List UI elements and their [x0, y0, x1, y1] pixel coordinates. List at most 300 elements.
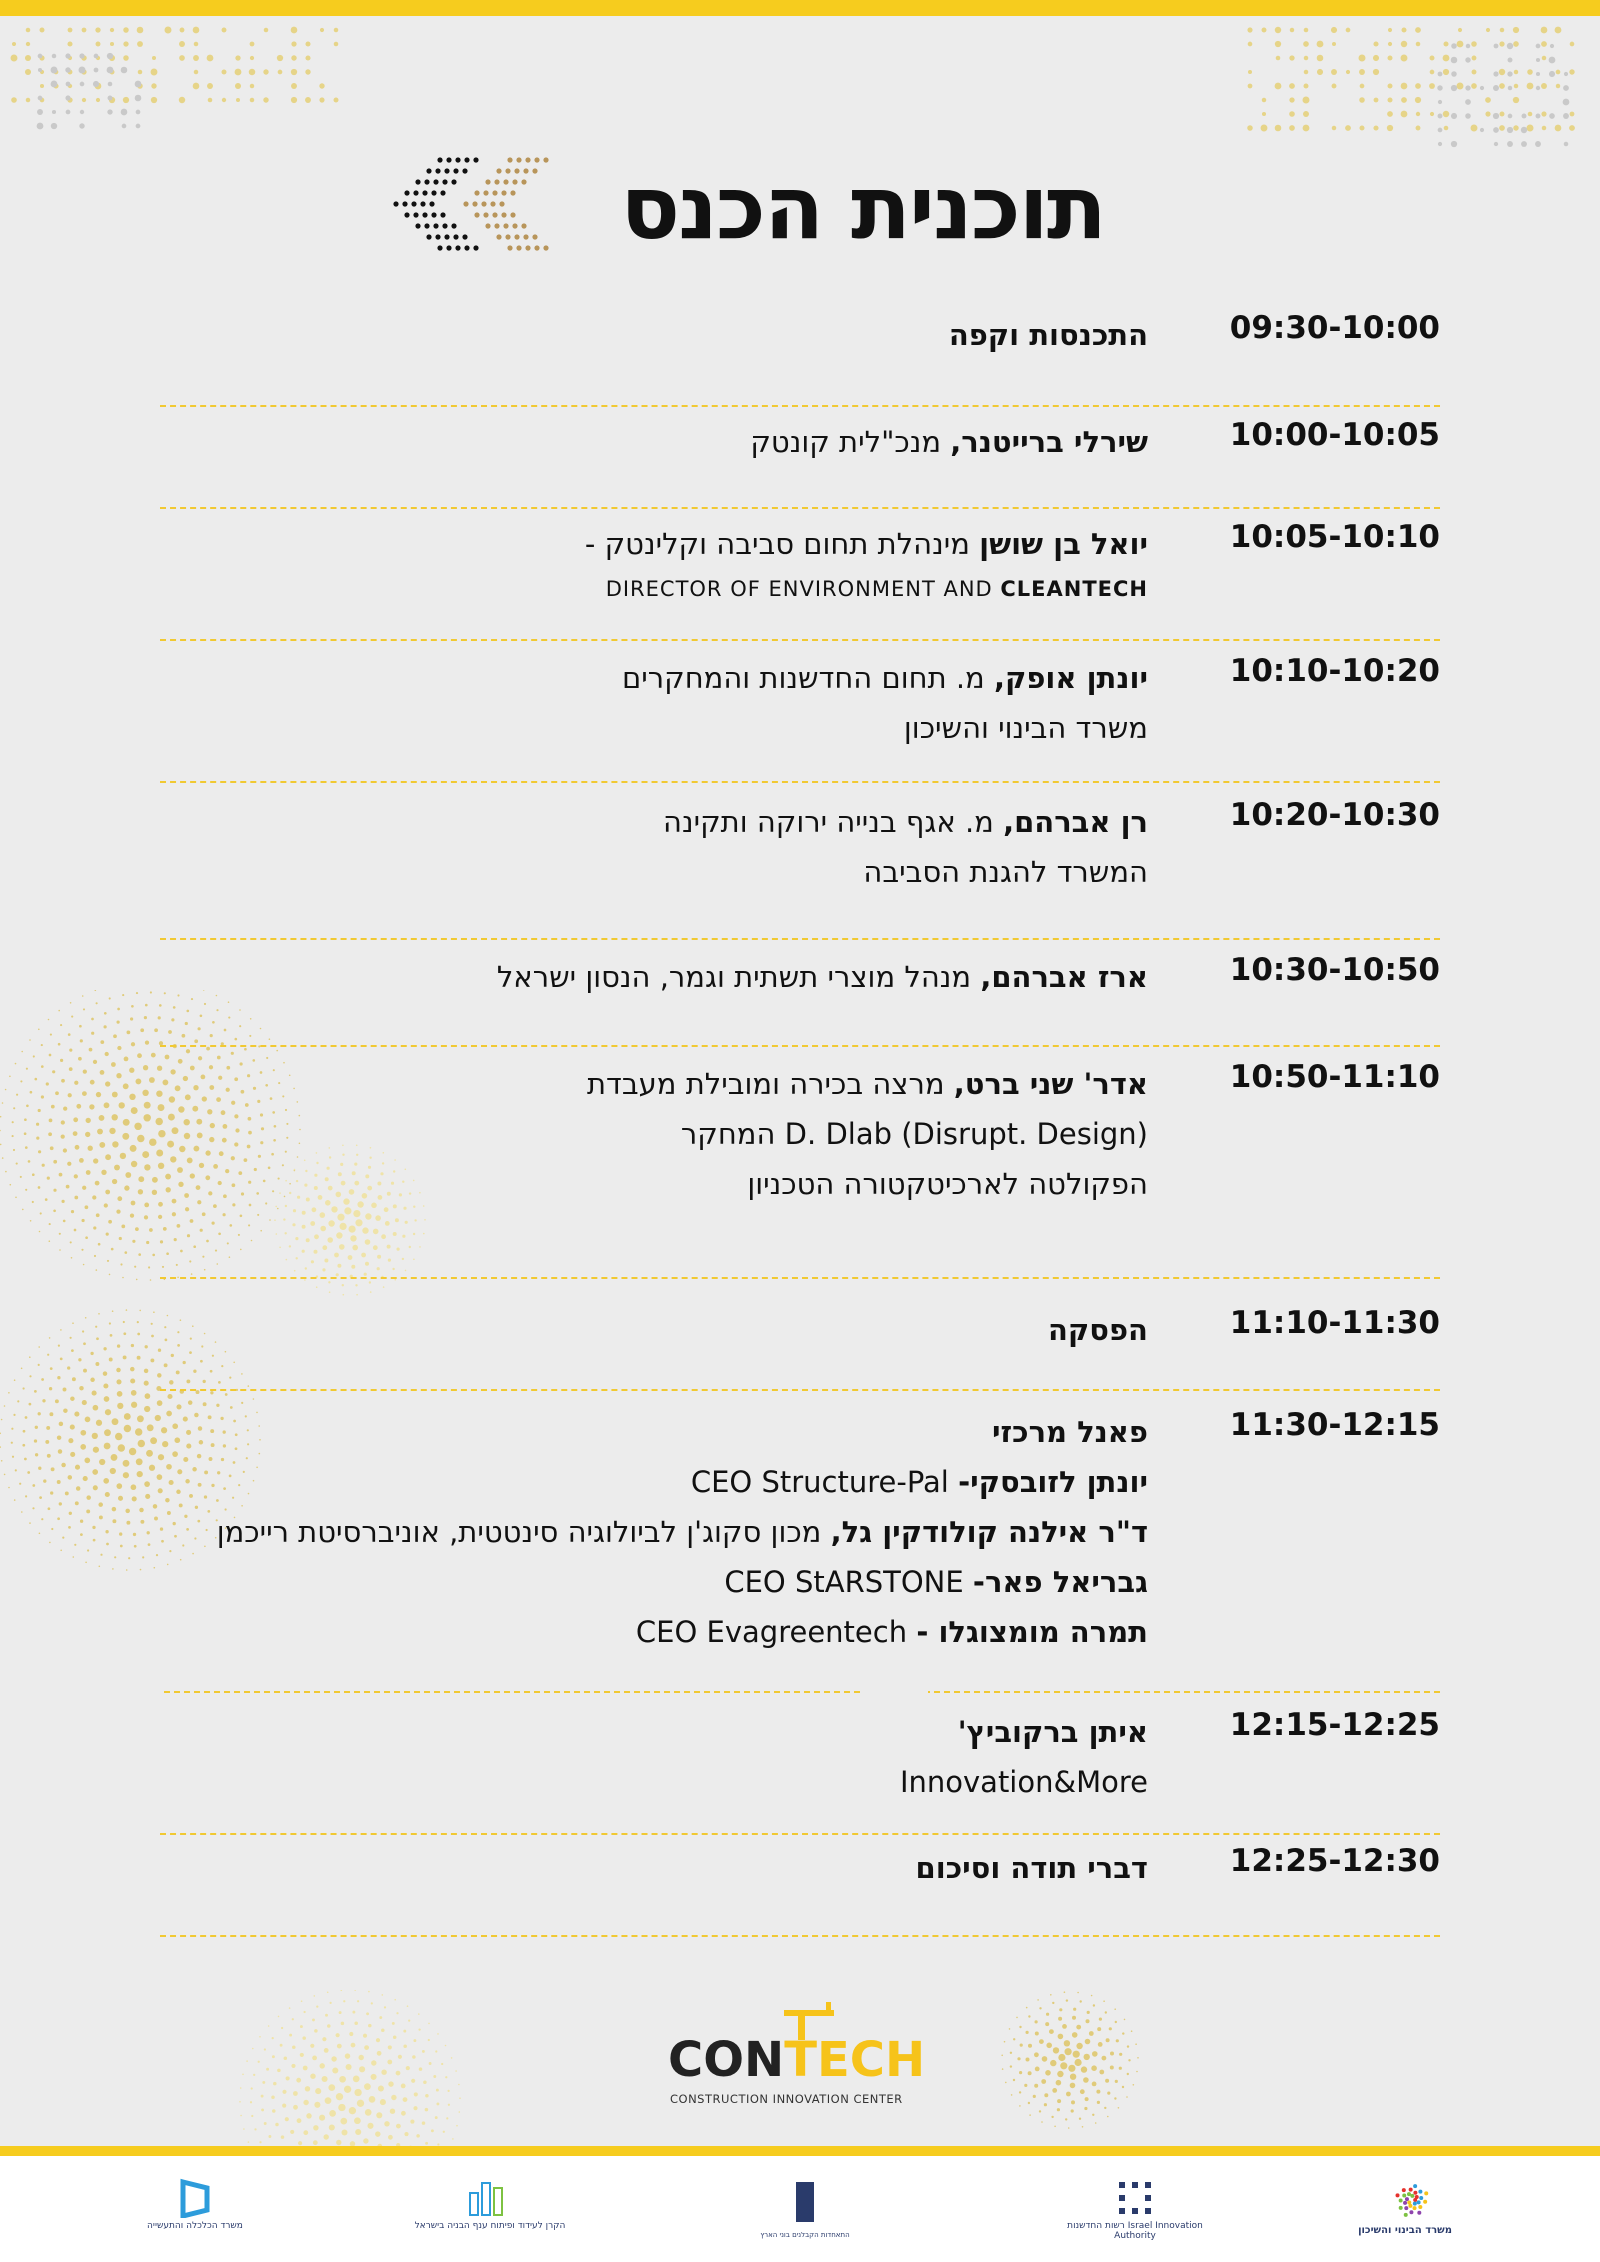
decor-dot [99, 1142, 105, 1148]
schedule-line-text: CEO StARSTONE [724, 1565, 973, 1599]
decor-dot [1066, 2092, 1071, 2097]
chevron-dot [474, 190, 479, 195]
decor-dot [1444, 126, 1449, 131]
schedule-line-bold: ארז אברהם, [980, 960, 1148, 994]
decor-dot [1304, 28, 1309, 33]
decor-dot [1041, 2121, 1043, 2123]
decor-dot [380, 2099, 386, 2105]
chevron-dot [534, 157, 539, 162]
decor-dot [46, 1426, 50, 1430]
decor-dot [90, 1378, 95, 1383]
chevron-dot [474, 212, 479, 217]
decor-dot [94, 1255, 96, 1257]
chevron-dot [426, 168, 431, 173]
decor-dot [36, 1123, 39, 1126]
decor-dot [436, 2089, 439, 2092]
decor-dot [1500, 112, 1505, 117]
decor-dot [131, 1390, 137, 1396]
schedule-line [160, 417, 1148, 467]
housing-logo-dot [1418, 2205, 1422, 2209]
decor-dot [1262, 28, 1267, 33]
decor-dot [21, 1368, 23, 1370]
decor-dot [78, 1057, 82, 1061]
decor-dot [298, 2141, 302, 2145]
decor-dot [24, 1118, 27, 1121]
decor-dot [1332, 126, 1337, 131]
decor-dot [254, 2128, 256, 2130]
schedule-line-bold: גבריאל פאר- [972, 1565, 1148, 1599]
schedule-line-text: מנהל מוצרי תשתית וגמר, הנסון ישראל [496, 960, 981, 994]
decor-dot [124, 1251, 127, 1254]
schedule-time: 12:25-12:30 [1229, 1843, 1440, 1879]
decor-dot [1332, 84, 1337, 89]
chevron-dot [453, 168, 458, 173]
decor-dot [59, 1233, 61, 1235]
decor-dot [1415, 97, 1421, 103]
decor-dot [1028, 2071, 1032, 2075]
decor-dot [32, 1507, 34, 1509]
chevron-dot [442, 223, 447, 228]
schedule-line [160, 569, 1148, 606]
decor-dot [1016, 2017, 1018, 2019]
decor-dot [1373, 55, 1379, 61]
decor-dot [113, 1034, 117, 1038]
decor-dot [1569, 125, 1575, 131]
decor-dot [43, 1479, 46, 1482]
schedule-content [160, 417, 1200, 507]
decor-dot [1080, 2000, 1082, 2002]
decor-dot [1438, 128, 1443, 133]
decor-dot [1536, 58, 1540, 62]
decor-dot [414, 2092, 418, 2096]
decor-dot [58, 1010, 60, 1012]
decor-dot [1247, 125, 1253, 131]
decor-dot [57, 1376, 60, 1379]
decor-dot [1064, 2040, 1070, 2046]
decor-dot [1083, 2077, 1089, 2083]
decor-dot [138, 1189, 143, 1194]
decor-dot [112, 1310, 114, 1312]
decor-dot [96, 98, 100, 102]
decor-dot [126, 1309, 128, 1311]
decor-dot [68, 28, 73, 33]
decor-dot [291, 69, 297, 75]
decor-dot [150, 1279, 152, 1281]
decor-dot [1099, 2070, 1104, 2075]
schedule-content [160, 653, 1200, 781]
decor-dot [354, 1990, 356, 1991]
decor-dot [60, 1059, 63, 1062]
decor-dot [151, 1335, 154, 1338]
schedule-line-en: DIRECTOR OF ENVIRONMENT AND [605, 577, 1001, 601]
decor-dot [1527, 125, 1534, 132]
decor-dot [15, 1197, 17, 1199]
decor-dot [292, 2046, 296, 2050]
decor-dot [138, 1253, 141, 1256]
decor-dot [1004, 2041, 1006, 2043]
decor-dot [116, 1379, 121, 1384]
decor-dot [1360, 84, 1365, 89]
decor-dot [150, 1437, 157, 1444]
decor-dot [134, 1545, 137, 1548]
decor-dot [239, 2101, 241, 2103]
decor-dot [132, 1240, 135, 1243]
decor-dot [1248, 42, 1253, 47]
decor-dot [88, 1146, 93, 1151]
decor-dot [368, 1991, 370, 1993]
decor-dot [11, 1442, 13, 1444]
decor-dot [1275, 83, 1282, 90]
decor-dot [25, 1416, 28, 1419]
schedule-line-bold: שירלי ברייטנר, [950, 425, 1148, 459]
decor-dot [1011, 2094, 1013, 2096]
decor-dot [1058, 2034, 1064, 2040]
decor-dot [24, 1458, 27, 1461]
decor-dot [59, 1422, 64, 1427]
schedule-line-bold: יואל בן שושן [979, 527, 1148, 561]
decor-dot [110, 1334, 113, 1337]
decor-dot [9, 1076, 11, 1078]
decor-dot [96, 1269, 98, 1271]
schedule-line [160, 1757, 1148, 1807]
decor-dot [103, 1383, 108, 1388]
decor-dot [51, 67, 58, 74]
decor-dot [1066, 1999, 1068, 2001]
decor-dot [1536, 44, 1541, 49]
housing-logo-dot [1402, 2194, 1406, 2198]
decor-dot [85, 1236, 88, 1239]
decor-dot [1084, 2054, 1090, 2060]
decor-dot [1, 1419, 3, 1421]
decor-dot [50, 1491, 53, 1494]
chevron-dot [433, 179, 438, 184]
decor-dot [38, 54, 43, 59]
decor-dot [80, 1430, 86, 1436]
decor-dot [39, 1231, 41, 1233]
schedule-content [160, 519, 1200, 639]
decor-dot [236, 98, 240, 102]
schedule-row [160, 1835, 1440, 1935]
footer-accent-bar [0, 2146, 1600, 2156]
chevron-dot [464, 157, 469, 162]
decor-dot [153, 1311, 155, 1313]
schedule-line-text: מנכ"לית קונטק [750, 425, 951, 459]
decor-dot [354, 2021, 358, 2025]
decor-dot [48, 1019, 50, 1021]
decor-dot [131, 1161, 137, 1167]
decor-dot [39, 1533, 41, 1535]
decor-dot [122, 1133, 129, 1140]
decor-dot [138, 70, 143, 75]
decor-dot [282, 2104, 286, 2108]
decor-dot [366, 2012, 369, 2015]
decor-dot [1127, 2073, 1129, 2075]
decor-dot [115, 1433, 122, 1440]
decor-dot [73, 1117, 78, 1122]
schedule-content [160, 1059, 1200, 1277]
decor-dot [105, 1530, 108, 1533]
chevron-dot [483, 212, 488, 217]
decor-dot [1070, 2083, 1076, 2089]
decor-dot [137, 1333, 140, 1336]
decor-dot [324, 2048, 329, 2053]
decor-dot [334, 28, 339, 33]
decor-dot [258, 2061, 260, 2063]
decor-dot [26, 1104, 29, 1107]
decor-dot [96, 1213, 100, 1217]
decor-dot [1549, 57, 1556, 64]
decor-dot [344, 2086, 351, 2093]
decor-dot [1401, 97, 1407, 103]
chevron-dot [473, 245, 478, 250]
chevron-arrows-icon [392, 150, 562, 265]
decor-dot [354, 2089, 361, 2096]
decor-dot [305, 2086, 310, 2091]
decor-dot [1472, 56, 1477, 61]
decor-dot [154, 1028, 158, 1032]
decor-dot [1097, 2101, 1100, 2104]
decor-dot [123, 27, 128, 32]
decor-dot [1556, 70, 1561, 75]
decor-dot [291, 27, 298, 34]
decor-dot [120, 1545, 123, 1548]
decor-dot [1388, 28, 1392, 32]
decor-dot [1508, 114, 1513, 119]
decor-dot [1438, 142, 1442, 146]
decor-dot [1010, 2052, 1012, 2054]
ministry-construction-housing-label: משרד הבינוי והשיכון [1358, 2225, 1452, 2236]
decor-dot [112, 1507, 117, 1512]
decor-dot [1116, 2039, 1119, 2042]
decor-dot [57, 1517, 60, 1520]
decor-dot [275, 2123, 279, 2127]
decor-dot [418, 2028, 420, 2030]
decor-dot [1387, 97, 1392, 102]
decor-dot [25, 55, 31, 61]
decor-dot [429, 2062, 432, 2065]
decor-dot [57, 1480, 61, 1484]
decor-dot [458, 2084, 460, 2086]
decor-dot [259, 2141, 261, 2143]
decor-dot [1019, 2071, 1022, 2074]
decor-dot [38, 68, 42, 72]
housing-logo-dot [1399, 2206, 1403, 2210]
decor-dot [140, 1520, 144, 1524]
decor-dot [60, 1024, 62, 1026]
decor-dot [42, 1164, 45, 1167]
decor-dot [451, 2057, 453, 2059]
decor-dot [79, 1158, 84, 1163]
decor-dot [315, 2088, 321, 2094]
decor-dot [69, 1067, 73, 1071]
chevron-dot [444, 168, 449, 173]
decor-dot [85, 1562, 87, 1564]
decor-dot [35, 1453, 38, 1456]
decor-dot [1082, 2126, 1084, 2128]
decor-dot [179, 55, 185, 61]
decor-dot [293, 2105, 298, 2110]
decor-dot [1017, 2057, 1020, 2060]
decor-dot [138, 1176, 144, 1182]
schedule-time: 12:15-12:25 [1229, 1707, 1440, 1743]
decor-dot [38, 1186, 41, 1189]
decor-dot [92, 1195, 96, 1199]
schedule-line [160, 1843, 1148, 1893]
decor-dot [305, 69, 310, 74]
decor-dot [112, 1141, 118, 1147]
decor-dot [94, 54, 99, 59]
decor-dot [1507, 43, 1513, 49]
decor-dot [103, 1371, 108, 1376]
decor-dot [382, 1994, 384, 1996]
chevron-dot [510, 212, 515, 217]
decor-dot [303, 2011, 305, 2013]
schedule-list [160, 310, 1440, 1937]
housing-logo-dot [1407, 2192, 1411, 2196]
chevron-dot [516, 157, 521, 162]
decor-dot [322, 2076, 328, 2082]
decor-dot [278, 2016, 280, 2018]
decor-dot [1107, 2116, 1109, 2118]
decor-dot [1514, 84, 1518, 88]
decor-dot [26, 98, 31, 103]
decor-dot [151, 83, 156, 88]
decor-dot [1359, 55, 1366, 62]
decor-dot [1109, 2027, 1112, 2030]
decor-dot [123, 1119, 130, 1126]
decor-dot [119, 1532, 122, 1535]
decor-dot [1262, 98, 1266, 102]
decor-dot [8, 1392, 10, 1394]
decor-dot [15, 1469, 17, 1471]
decor-dot [12, 1121, 14, 1123]
decor-dot [125, 1172, 131, 1178]
decor-dot [124, 1413, 131, 1420]
decor-dot [131, 1344, 134, 1347]
chevron-dot [503, 223, 508, 228]
decor-dot [151, 1053, 156, 1058]
housing-logo-dot [1417, 2211, 1421, 2215]
decor-dot [1486, 28, 1490, 32]
decor-dot [41, 1095, 44, 1098]
decor-dot [1035, 2032, 1039, 2036]
schedule-separator [160, 1935, 1440, 1937]
decor-dot [50, 1367, 53, 1370]
housing-logo-dot [1413, 2202, 1417, 2206]
decor-dot [194, 42, 199, 47]
decor-dot [377, 2051, 382, 2056]
chevron-dot [532, 234, 537, 239]
decor-dot [60, 1329, 62, 1331]
decor-dot [67, 1366, 70, 1369]
decor-dot [144, 1215, 148, 1219]
schedule-content [160, 1707, 1200, 1833]
decor-dot [1248, 70, 1252, 74]
decor-dot [49, 1223, 51, 1225]
schedule-row [160, 407, 1440, 507]
decor-dot [1248, 84, 1253, 89]
housing-logo-dot [1413, 2184, 1417, 2188]
decor-dot [235, 83, 241, 89]
decor-dot [1541, 111, 1546, 116]
decor-dot [99, 1515, 103, 1519]
schedule-line-bold: יונתן אופק, [993, 661, 1148, 695]
decor-dot [109, 1274, 111, 1276]
decor-dot [443, 2131, 445, 2133]
decor-dot [84, 1458, 90, 1464]
decor-dot [375, 2131, 380, 2136]
decor-dot [1373, 41, 1378, 46]
decor-dot [1137, 2057, 1139, 2059]
decor-dot [431, 2129, 434, 2132]
decor-dot [78, 1358, 81, 1361]
chevron-dot [437, 157, 442, 162]
decor-dot [1093, 2004, 1095, 2006]
decor-dot [117, 1391, 123, 1397]
decor-dot [138, 1440, 145, 1447]
ministry-housing-icon [1380, 2178, 1430, 2222]
decor-dot [1430, 70, 1435, 75]
decor-dot [93, 1447, 99, 1453]
decor-dot [16, 1094, 18, 1096]
decor-dot [38, 1412, 41, 1415]
decor-dot [1290, 28, 1294, 32]
decor-dot [329, 2002, 331, 2004]
decor-dot [90, 1080, 95, 1085]
decor-dot [153, 1504, 158, 1509]
housing-logo-dot [1396, 2193, 1400, 2197]
decor-dot [1029, 2114, 1031, 2116]
decor-dot [1536, 72, 1540, 76]
decor-dot [137, 1321, 139, 1323]
decor-dot [49, 1387, 52, 1390]
decor-dot [306, 2113, 311, 2118]
decor-dot [1092, 2051, 1098, 2057]
decor-dot [96, 42, 101, 47]
decor-dot [70, 1452, 75, 1457]
decor-dot [152, 56, 156, 60]
decor-dot [390, 2108, 395, 2113]
schedule-line-bold: הפסקה [1048, 1313, 1148, 1347]
decor-dot [404, 2132, 408, 2136]
decor-dot [329, 2110, 336, 2117]
schedule-line [160, 847, 1148, 897]
decor-dot [1072, 2016, 1076, 2020]
decor-dot [1466, 44, 1470, 48]
decor-dot [289, 2007, 291, 2009]
decor-dot [388, 2081, 393, 2086]
decor-dot [379, 2016, 382, 2019]
contractors-association-logo [760, 2178, 850, 2239]
decor-dot [1570, 112, 1575, 117]
decor-dot [94, 68, 99, 73]
decor-dot [1124, 2019, 1126, 2021]
chevron-dot [415, 179, 420, 184]
decor-dot [136, 1279, 138, 1281]
decor-dot [71, 1349, 74, 1352]
decor-dot [435, 2050, 437, 2052]
decor-dot [396, 2124, 401, 2129]
chevron-dot [472, 201, 477, 206]
decor-dot [150, 991, 152, 993]
chevron-dot [420, 201, 425, 206]
decor-dot [27, 1471, 30, 1474]
decor-dot [447, 2090, 449, 2092]
decor-dot [338, 2104, 345, 2111]
decor-dot [401, 2111, 406, 2116]
decor-dot [83, 1342, 86, 1345]
decor-dot [131, 1402, 137, 1408]
